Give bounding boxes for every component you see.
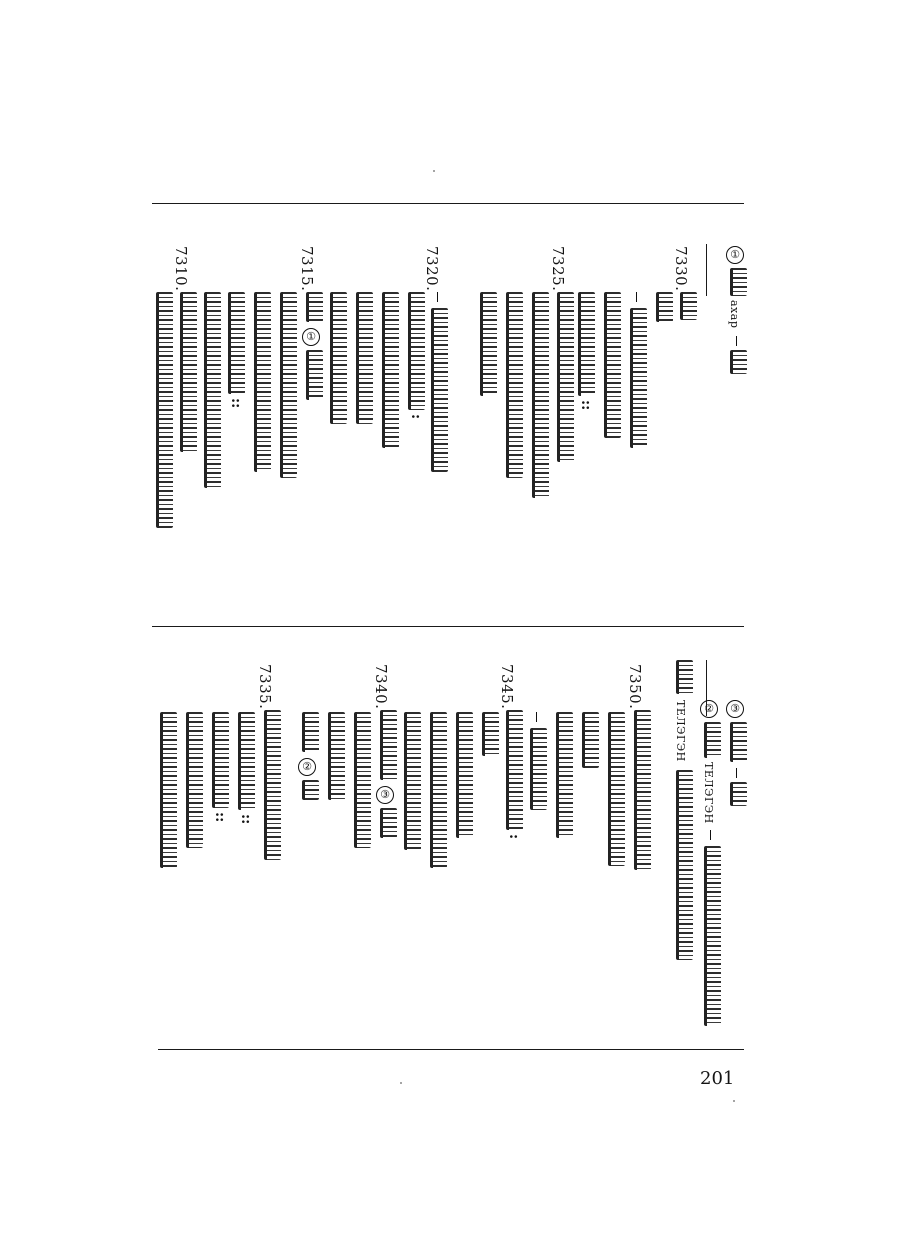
mongolian-text — [704, 846, 721, 1026]
mongolian-text — [532, 292, 549, 498]
end-punct: : — [506, 834, 522, 840]
verse-column — [472, 292, 502, 402]
mongolian-text — [180, 292, 197, 452]
mongolian-text — [680, 292, 697, 320]
inline-footnote-marker: ① — [302, 328, 320, 346]
verse-column — [596, 292, 626, 442]
verse-column — [648, 292, 678, 332]
scan-speck — [733, 1100, 735, 1102]
mongolian-text — [302, 780, 319, 800]
verse-column — [548, 712, 578, 842]
verse-number: 7350. — [626, 664, 644, 710]
em-dash — [736, 336, 737, 346]
footnote-latin: TEЛЭГЭН — [674, 700, 687, 762]
em-dash — [636, 292, 637, 302]
verse-column — [346, 712, 376, 852]
verse-number: 7330. — [672, 246, 690, 292]
mongolian-text — [506, 710, 523, 830]
verse-number: 7320. — [423, 246, 441, 292]
verse-column — [622, 292, 652, 452]
mongolian-text — [354, 712, 371, 848]
mongolian-text — [382, 292, 399, 448]
verse-column — [372, 664, 402, 884]
mongolian-text — [264, 710, 281, 860]
scan-speck — [433, 170, 435, 172]
mongolian-text — [238, 712, 255, 810]
mongolian-text — [254, 292, 271, 472]
mongolian-text — [480, 292, 497, 396]
page-number: 201 — [700, 1068, 735, 1089]
mongolian-text — [704, 722, 721, 758]
mongolian-text — [160, 712, 177, 868]
mongolian-text — [730, 782, 747, 806]
mongolian-text — [204, 292, 221, 488]
mongolian-text — [408, 292, 425, 410]
inline-footnote-marker: ③ — [376, 786, 394, 804]
verse-column — [204, 712, 234, 832]
verse-column — [348, 292, 378, 432]
mongolian-text — [556, 712, 573, 838]
end-punct: :: — [228, 398, 244, 409]
mongolian-text — [676, 660, 693, 694]
mongolian-text — [306, 292, 323, 322]
bottom-rule — [158, 1049, 744, 1050]
mongolian-text — [634, 710, 651, 870]
mongolian-text — [604, 292, 621, 438]
mongolian-text — [404, 712, 421, 850]
verse-column — [374, 292, 404, 452]
em-dash — [536, 712, 537, 722]
end-punct: :: — [212, 812, 228, 823]
top-rule — [152, 203, 744, 204]
em-dash — [710, 830, 711, 840]
mongolian-text — [430, 712, 447, 868]
mongolian-text — [530, 728, 547, 810]
middle-rule — [152, 626, 744, 627]
footnote-2-continuation — [668, 660, 698, 960]
mongolian-text — [302, 712, 319, 752]
verse-column — [400, 292, 430, 432]
mongolian-text — [380, 710, 397, 780]
footnote-marker: ② — [700, 700, 718, 718]
verse-column — [294, 712, 324, 802]
inline-footnote-marker: ② — [298, 758, 316, 776]
verse-number: 7315. — [298, 246, 316, 292]
footnote-2-column — [696, 700, 726, 1040]
mongolian-text — [730, 350, 747, 374]
footnote-latin: axap — [728, 300, 741, 329]
footnote-separator-upper — [706, 244, 707, 296]
verse-column — [498, 292, 528, 482]
verse-column — [600, 712, 630, 872]
verse-column — [498, 664, 528, 884]
verse-column — [422, 712, 452, 872]
mongolian-text — [330, 292, 347, 424]
mongolian-text — [380, 808, 397, 838]
mongolian-text — [676, 770, 693, 960]
mongolian-text — [608, 712, 625, 866]
mongolian-text — [656, 292, 673, 322]
mongolian-text — [578, 292, 595, 396]
mongolian-text — [328, 712, 345, 800]
verse-number: 7325. — [549, 246, 567, 292]
verse-column — [148, 292, 178, 532]
footnote-1-column — [722, 246, 752, 366]
footnote-marker: ③ — [726, 700, 744, 718]
mongolian-text — [228, 292, 245, 394]
verse-number: 7335. — [256, 664, 274, 710]
verse-column — [320, 712, 350, 802]
mongolian-text — [506, 292, 523, 478]
mongolian-text — [280, 292, 297, 478]
mongolian-text — [730, 722, 747, 762]
footnote-marker: ① — [726, 246, 744, 264]
verse-column — [230, 712, 260, 832]
verse-column — [524, 292, 554, 502]
verse-column — [298, 246, 328, 406]
end-punct: :: — [238, 814, 254, 825]
end-punct: : — [408, 414, 424, 420]
verse-column — [152, 712, 182, 872]
verse-column — [246, 292, 276, 482]
footnote-latin: TEЛЭГЭН — [702, 762, 715, 824]
verse-column — [626, 664, 656, 884]
mongolian-text — [482, 712, 499, 756]
mongolian-text — [456, 712, 473, 838]
mongolian-text — [730, 268, 747, 296]
verse-column — [474, 712, 504, 762]
em-dash — [437, 292, 438, 302]
mongolian-text — [212, 712, 229, 808]
mongolian-text — [306, 350, 323, 400]
verse-column — [448, 712, 478, 842]
footnote-3-column — [722, 700, 752, 810]
mongolian-text — [431, 308, 448, 472]
mongolian-text — [582, 712, 599, 768]
scan-speck — [400, 1082, 402, 1084]
mongolian-text — [557, 292, 574, 462]
verse-column — [256, 664, 286, 884]
verse-number: 7345. — [498, 664, 516, 710]
verse-column — [178, 712, 208, 852]
verse-number: 7310. — [172, 246, 190, 292]
em-dash — [736, 768, 737, 778]
mongolian-text — [186, 712, 203, 848]
mongolian-text — [356, 292, 373, 424]
mongolian-text — [630, 308, 647, 448]
end-punct: :: — [578, 400, 594, 411]
verse-number: 7340. — [372, 664, 390, 710]
mongolian-text — [156, 292, 173, 528]
verse-column — [574, 712, 604, 772]
verse-column — [272, 292, 302, 482]
